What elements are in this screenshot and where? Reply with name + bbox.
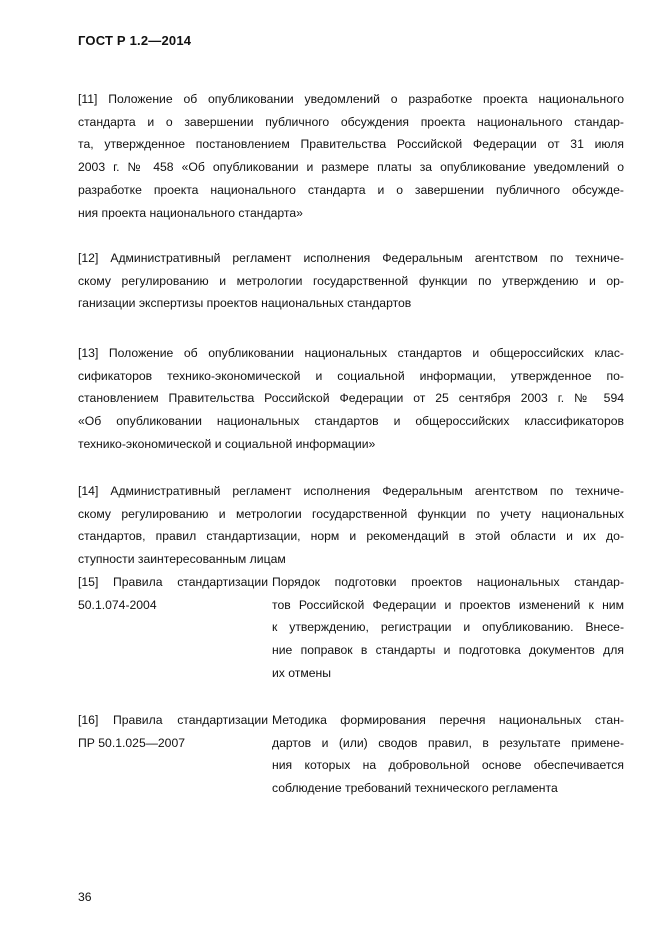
reference-line: скому регулированию и метрологии государственной функции по утверждению и ор- — [78, 273, 624, 288]
reference-line: становлением Правительства Российской Федерации от 25 сентября 2003 г. № 594 — [78, 391, 624, 406]
reference-line: [13] Положение об опубликовании национальных стандартов и общероссийских клас- — [78, 346, 624, 360]
document-header-code: ГОСТ Р 1.2—2014 — [78, 33, 192, 48]
reference-source-line: [15] Правила стандартизации — [78, 575, 268, 589]
reference-line: та, утвержденное постановлением Правительства Российской Федерации от 31 июля — [78, 137, 624, 152]
reference-source-line: 50.1.074-2004 — [78, 597, 157, 612]
reference-title — [272, 571, 624, 685]
reference-title — [272, 709, 624, 800]
reference-title-line: Порядок подготовки проектов национальных стандар- — [272, 575, 624, 589]
reference-13 — [78, 342, 624, 456]
reference-line: ступности заинтересованным лицам — [78, 552, 286, 567]
reference-title-line: к утверждению, регистрации и опубликованию. Внесе- — [272, 620, 624, 635]
reference-title-line: ния которых на добровольной основе обеспечивается — [272, 758, 624, 773]
reference-line: 2003 г. № 458 «Об опубликовании и размере платы за опубликование уведомлений о — [78, 160, 624, 175]
reference-title-line: ние поправок в стандарты и подготовка документов для — [272, 643, 624, 658]
reference-title-line: Методика формирования перечня национальных стан- — [272, 713, 624, 727]
reference-line: ния проекта национального стандарта» — [78, 205, 303, 220]
reference-line: стандартов, правил стандартизации, норм и рекомендаций в этой области и их до- — [78, 529, 624, 544]
reference-title-line: их отмены — [272, 665, 332, 680]
reference-line: [11] Положение об опубликовании уведомлений о разработке проекта национального — [78, 92, 624, 106]
reference-line: ганизации экспертизы проектов национальных стандартов — [78, 296, 412, 311]
reference-source-line: [16] Правила стандартизации — [78, 713, 268, 727]
reference-source-line: ПР 50.1.025—2007 — [78, 735, 186, 750]
reference-14 — [78, 480, 624, 571]
reference-source — [78, 571, 268, 616]
page-number: 36 — [78, 890, 92, 904]
reference-12 — [78, 247, 624, 315]
reference-line: [14] Административный регламент исполнения Федеральным агентством по техниче- — [78, 484, 624, 498]
reference-line: скому регулированию и метрологии государственной функции по учету национальных — [78, 506, 624, 521]
reference-source — [78, 709, 268, 754]
reference-title-line: соблюдение требований технического регламента — [272, 781, 558, 796]
reference-line: [12] Административный регламент исполнения Федеральным агентством по техниче- — [78, 251, 624, 265]
reference-line: сификаторов технико-экономической и социальной информации, утвержденное по- — [78, 368, 624, 383]
reference-title-line: дартов и (или) сводов правил, в результате примене- — [272, 735, 624, 750]
reference-line: «Об опубликовании национальных стандартов и общероссийских классификаторов — [78, 414, 624, 429]
reference-title-line: тов Российской Федерации и проектов изменений к ним — [272, 597, 624, 612]
reference-line: разработке проекта национального стандарта и о завершении публичного обсужде- — [78, 182, 624, 197]
reference-line: стандарта и о завершении публичного обсуждения проекта национального стандар- — [78, 114, 624, 129]
reference-11 — [78, 88, 624, 224]
reference-line: технико-экономической и социальной информации» — [78, 436, 376, 451]
